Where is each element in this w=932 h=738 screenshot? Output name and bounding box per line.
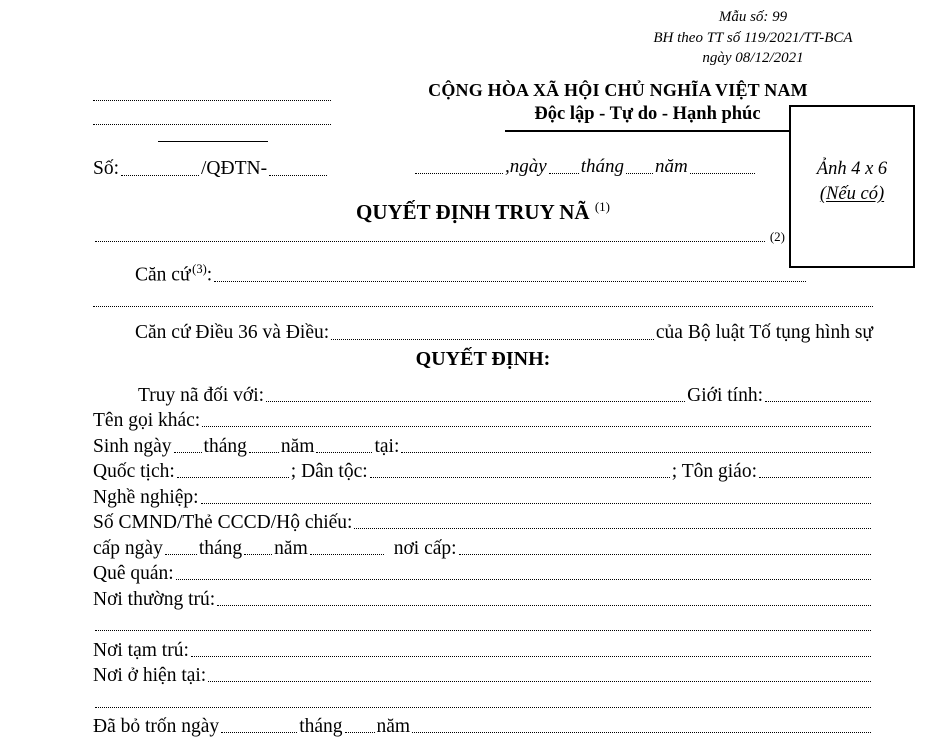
- issue-place-blank[interactable]: [459, 554, 871, 555]
- issuing-agency-blank-line-2[interactable]: [93, 124, 331, 125]
- permanent-residence-label: Nơi thường trú:: [93, 588, 215, 611]
- legal-basis-blank[interactable]: [214, 281, 806, 282]
- wanted-person-row: [93, 381, 873, 407]
- occupation-blank[interactable]: [201, 503, 871, 504]
- legal-basis-continuation-blank[interactable]: [93, 296, 873, 307]
- birth-month-blank[interactable]: [249, 452, 279, 453]
- issue-place-label: nơi cấp:: [386, 537, 457, 560]
- id-document-blank[interactable]: [354, 528, 871, 529]
- form-number: Mẫu số: 99: [578, 7, 928, 28]
- title-text: QUYẾT ĐỊNH TRUY NÃ: [356, 200, 590, 224]
- nationality-row: [93, 458, 873, 484]
- month-blank[interactable]: [626, 173, 653, 174]
- birth-day-blank[interactable]: [174, 452, 202, 453]
- permanent-residence-continuation-blank[interactable]: [95, 630, 871, 631]
- escape-month-blank[interactable]: [345, 732, 375, 733]
- article-number-blank[interactable]: [331, 339, 654, 340]
- wanted-person-name-blank[interactable]: [266, 401, 685, 402]
- article-basis-label: Căn cứ Điều 36 và Điều:: [135, 321, 329, 345]
- place-blank[interactable]: [415, 173, 503, 174]
- issue-month-label: tháng: [199, 537, 242, 560]
- legal-basis-label: [135, 257, 212, 288]
- issuing-agency-blank-line-1[interactable]: [93, 100, 331, 101]
- birth-year-blank[interactable]: [316, 452, 372, 453]
- religion-blank[interactable]: [759, 477, 871, 478]
- ethnicity-blank[interactable]: [370, 477, 670, 478]
- birth-row: [93, 432, 873, 458]
- national-header: CỘNG HÒA XÃ HỘI CHỦ NGHĨA VIỆT NAM: [393, 80, 843, 101]
- temporary-residence-row: [93, 636, 873, 662]
- place-date-line: [413, 153, 757, 179]
- id-document-row: [93, 509, 873, 535]
- occupation-row: [93, 483, 873, 509]
- photo-box: [789, 105, 915, 268]
- hometown-blank[interactable]: [176, 579, 871, 580]
- birth-place-blank[interactable]: [401, 452, 871, 453]
- issue-month-blank[interactable]: [244, 554, 272, 555]
- current-residence-row: [93, 662, 873, 688]
- day-label: ,ngày: [505, 155, 547, 179]
- agency-divider-line: [158, 141, 268, 142]
- doc-number-label: Số:: [93, 157, 119, 181]
- article-basis-line: [135, 318, 873, 345]
- document-number-line: [93, 155, 333, 181]
- birth-place-label: tại:: [374, 435, 399, 458]
- escape-date-row-clipped: [93, 713, 873, 738]
- national-motto: Độc lập - Tự do - Hạnh phúc: [505, 104, 790, 132]
- escape-day-blank[interactable]: [221, 732, 297, 733]
- issue-year-blank[interactable]: [310, 554, 384, 555]
- temporary-residence-blank[interactable]: [191, 656, 871, 657]
- current-residence-continuation-blank[interactable]: [95, 707, 871, 708]
- hometown-label: Quê quán:: [93, 562, 174, 585]
- subject-footnote-ref: (2): [767, 230, 785, 244]
- permanent-residence-row: [93, 585, 873, 611]
- escape-month-label: tháng: [299, 715, 342, 738]
- legal-basis-footnote-ref: (3): [192, 262, 207, 276]
- photo-size-label: Ảnh 4 x 6: [791, 157, 913, 182]
- birth-month-label: tháng: [204, 435, 247, 458]
- day-blank[interactable]: [549, 173, 579, 174]
- year-blank[interactable]: [690, 173, 755, 174]
- nationality-blank[interactable]: [177, 477, 289, 478]
- current-residence-label: Nơi ở hiện tại:: [93, 664, 206, 687]
- alias-row: [93, 407, 873, 433]
- alias-blank[interactable]: [202, 426, 871, 427]
- hometown-row: [93, 560, 873, 586]
- ethnicity-label: ; Dân tộc:: [291, 460, 368, 483]
- religion-label: ; Tôn giáo:: [672, 460, 757, 483]
- current-residence-continuation-row: [93, 687, 873, 713]
- article-basis-suffix: của Bộ luật Tố tụng hình sự: [656, 321, 873, 345]
- permanent-residence-continuation-row: [93, 611, 873, 637]
- doc-number-code: /QĐTN-: [201, 157, 267, 181]
- wanted-person-label: Truy nã đối với:: [93, 384, 264, 407]
- title-footnote-ref: (1): [595, 199, 610, 214]
- doc-number-year-blank[interactable]: [269, 175, 327, 176]
- escape-year-blank[interactable]: [412, 732, 871, 733]
- alias-label: Tên gọi khác:: [93, 409, 200, 432]
- escape-date-label: Đã bỏ trốn ngày: [93, 715, 219, 738]
- subject-agency-blank[interactable]: [95, 241, 765, 242]
- photo-optional-label: (Nếu có): [791, 182, 913, 207]
- issue-day-blank[interactable]: [165, 554, 197, 555]
- issue-year-label: năm: [274, 537, 308, 560]
- id-issue-row: [93, 534, 873, 560]
- month-label: tháng: [581, 155, 624, 179]
- nationality-label: Quốc tịch:: [93, 460, 175, 483]
- current-residence-blank[interactable]: [208, 681, 871, 682]
- document-title: [93, 199, 873, 225]
- id-document-label: Số CMND/Thẻ CCCD/Hộ chiếu:: [93, 511, 352, 534]
- birth-day-label: Sinh ngày: [93, 435, 172, 458]
- year-label: năm: [655, 155, 688, 179]
- gender-blank[interactable]: [765, 401, 871, 402]
- form-circular: BH theo TT số 119/2021/TT-BCA: [578, 28, 928, 49]
- legal-basis-line: [135, 261, 808, 287]
- form-meta-block: [578, 7, 928, 69]
- birth-year-label: năm: [281, 435, 315, 458]
- doc-number-blank[interactable]: [121, 175, 199, 176]
- temporary-residence-label: Nơi tạm trú:: [93, 639, 189, 662]
- form-circular-date: ngày 08/12/2021: [578, 48, 928, 69]
- gender-label: Giới tính:: [687, 384, 763, 407]
- legal-basis-text: Căn cứ: [135, 264, 191, 285]
- permanent-residence-blank[interactable]: [217, 605, 871, 606]
- decision-heading: QUYẾT ĐỊNH:: [93, 348, 873, 371]
- issue-day-label: cấp ngày: [93, 537, 163, 560]
- occupation-label: Nghề nghiệp:: [93, 486, 199, 509]
- subject-agency-line: [93, 229, 785, 244]
- legal-basis-colon: :: [207, 264, 212, 285]
- form-fields: [93, 381, 873, 738]
- escape-year-label: năm: [377, 715, 411, 738]
